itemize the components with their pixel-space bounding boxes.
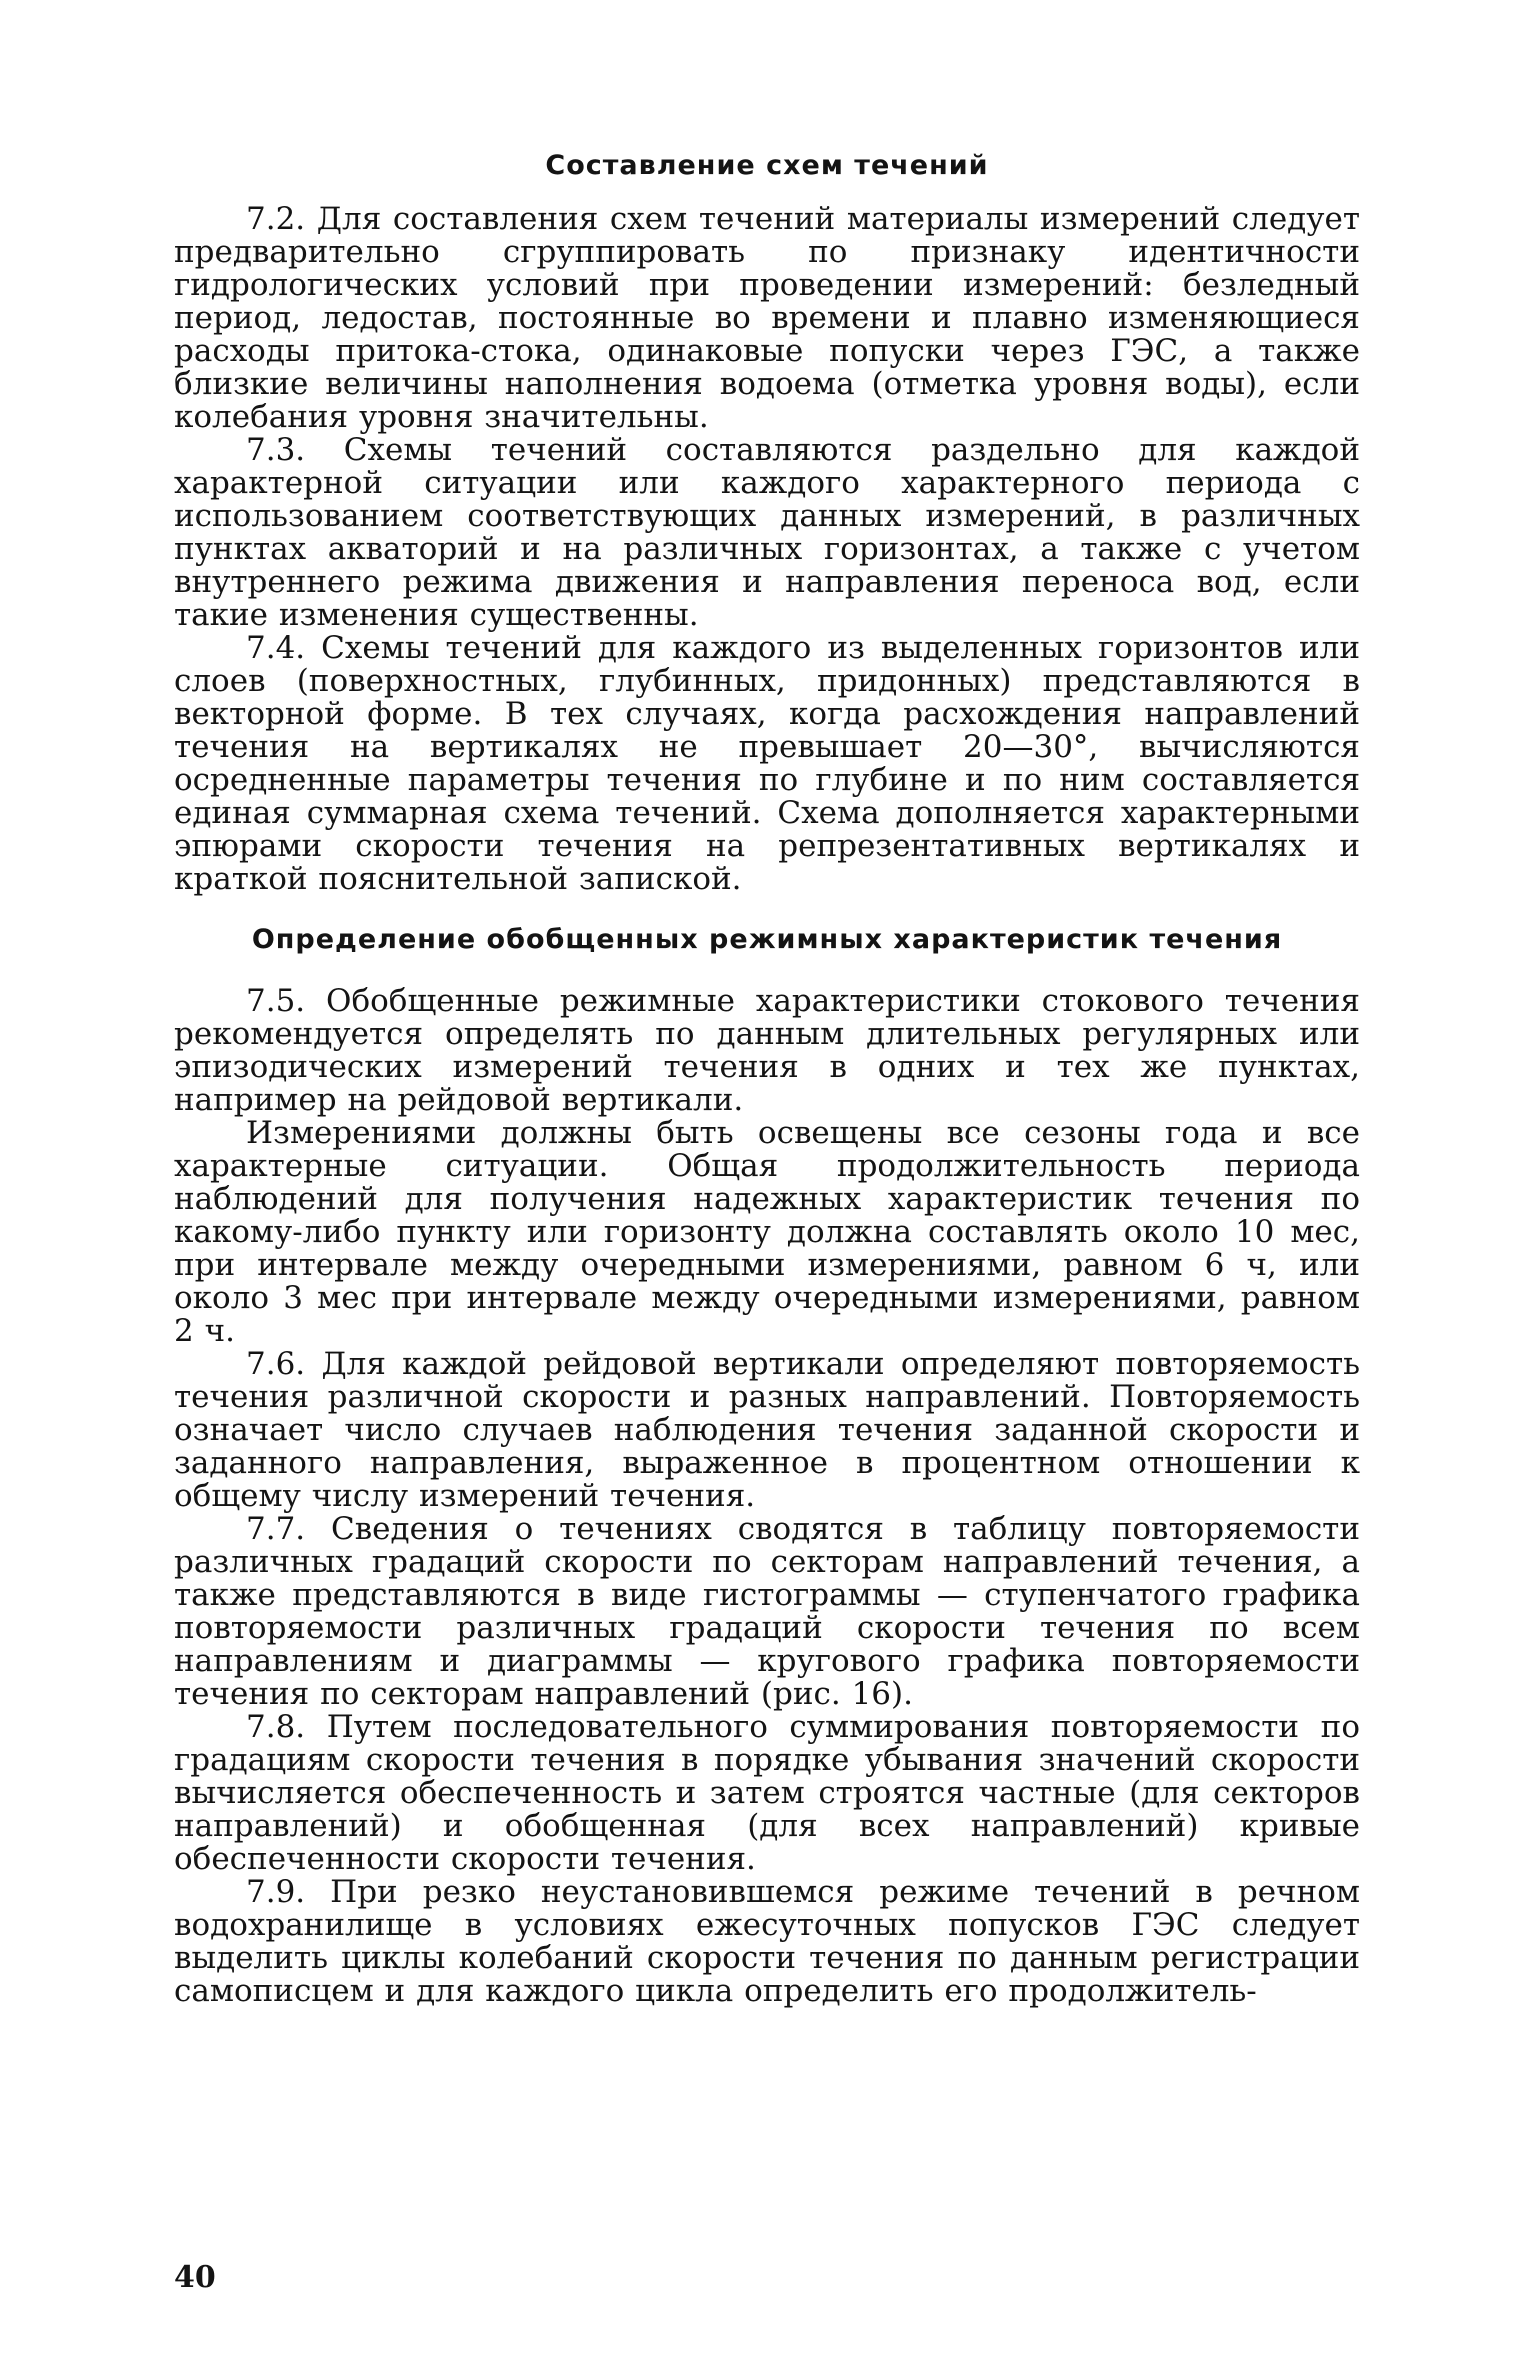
paragraph-7-4: 7.4. Схемы течений для каждого из выделенных горизонтов или слоев (поверхностных, глубинных, придонных) представляются в векторной форме. В тех случаях, когда расхождения направлений течения на вертикалях не превышает 20—30°, вычисляются осредненные параметры течения по глубине и по ним составляется единая суммарная схема течений. Схема дополняется характерными эпюрами скорости течения на репрезентативных вертикалях и краткой пояснительной запиской. [174, 630, 1360, 897]
paragraph-7-6: 7.6. Для каждой рейдовой вертикали определяют повторяемость течения различной скорости и разных направлений. Повторяемость означает число случаев наблюдения течения заданной скорости и заданного направления, выраженное в процентном отношении к общему числу измерений течения. [174, 1346, 1360, 1514]
paragraph-7-9: 7.9. При резко неустановившемся режиме течений в речном водохранилище в условиях ежесуточных попусков ГЭС следует выделить циклы колебаний скорости течения по данным регистрации самописцем и для каждого цикла определить его продолжитель- [174, 1874, 1360, 2009]
paragraph-measurements: Измерениями должны быть освещены все сезоны года и все характерные ситуации. Общая продолжительность периода наблюдений для получения надежных характеристик течения по какому-либо пункту или горизонту должна составлять около 10 мес, при интервале между очередными измерениями, равном 6 ч, или около 3 мес при интервале между очередными измерениями, равном 2 ч. [174, 1115, 1360, 1349]
section-heading-current-schemes: Составление схем течений [545, 150, 989, 181]
paragraph-7-8: 7.8. Путем последовательного суммирования повторяемости по градациям скорости течения в порядке убывания значений скорости вычисляется обеспеченность и затем строятся частные (для секторов направлений) и обобщенная (для всех направлений) кривые обеспеченности скорости течения. [174, 1709, 1360, 1877]
section-heading-regime-characteristics: Определение обобщенных режимных характеристик течения [251, 924, 1283, 955]
document-page [174, 150, 1360, 2008]
paragraph-7-5: 7.5. Обобщенные режимные характеристики стокового течения рекомендуется определять по данным длительных регулярных или эпизодических измерений течения в одних и тех же пунктах, например на рейдовой вертикали. [174, 983, 1360, 1118]
paragraph-7-7: 7.7. Сведения о течениях сводятся в таблицу повторяемости различных градаций скорости по секторам направлений течения, а также представляются в виде гистограммы — ступенчатого графика повторяемости различных градаций скорости течения по всем направлениям и диаграммы — кругового графика повторяемости течения по секторам направлений (рис. 16). [174, 1511, 1360, 1712]
paragraph-7-2: 7.2. Для составления схем течений материалы измерений следует предварительно сгруппировать по признаку идентичности гидрологических условий при проведении измерений: безледный период, ледостав, постоянные во времени и плавно изменяющиеся расходы притока-стока, одинаковые попуски через ГЭС, а также близкие величины наполнения водоема (отметка уровня воды), если колебания уровня значительны. [174, 201, 1360, 435]
paragraph-7-3: 7.3. Схемы течений составляются раздельно для каждой характерной ситуации или каждого характерного периода с использованием соответствующих данных измерений, в различных пунктах акваторий и на различных горизонтах, а также с учетом внутреннего режима движения и направления переноса вод, если такие изменения существенны. [174, 432, 1360, 633]
page-number: 40 [174, 2260, 216, 2295]
